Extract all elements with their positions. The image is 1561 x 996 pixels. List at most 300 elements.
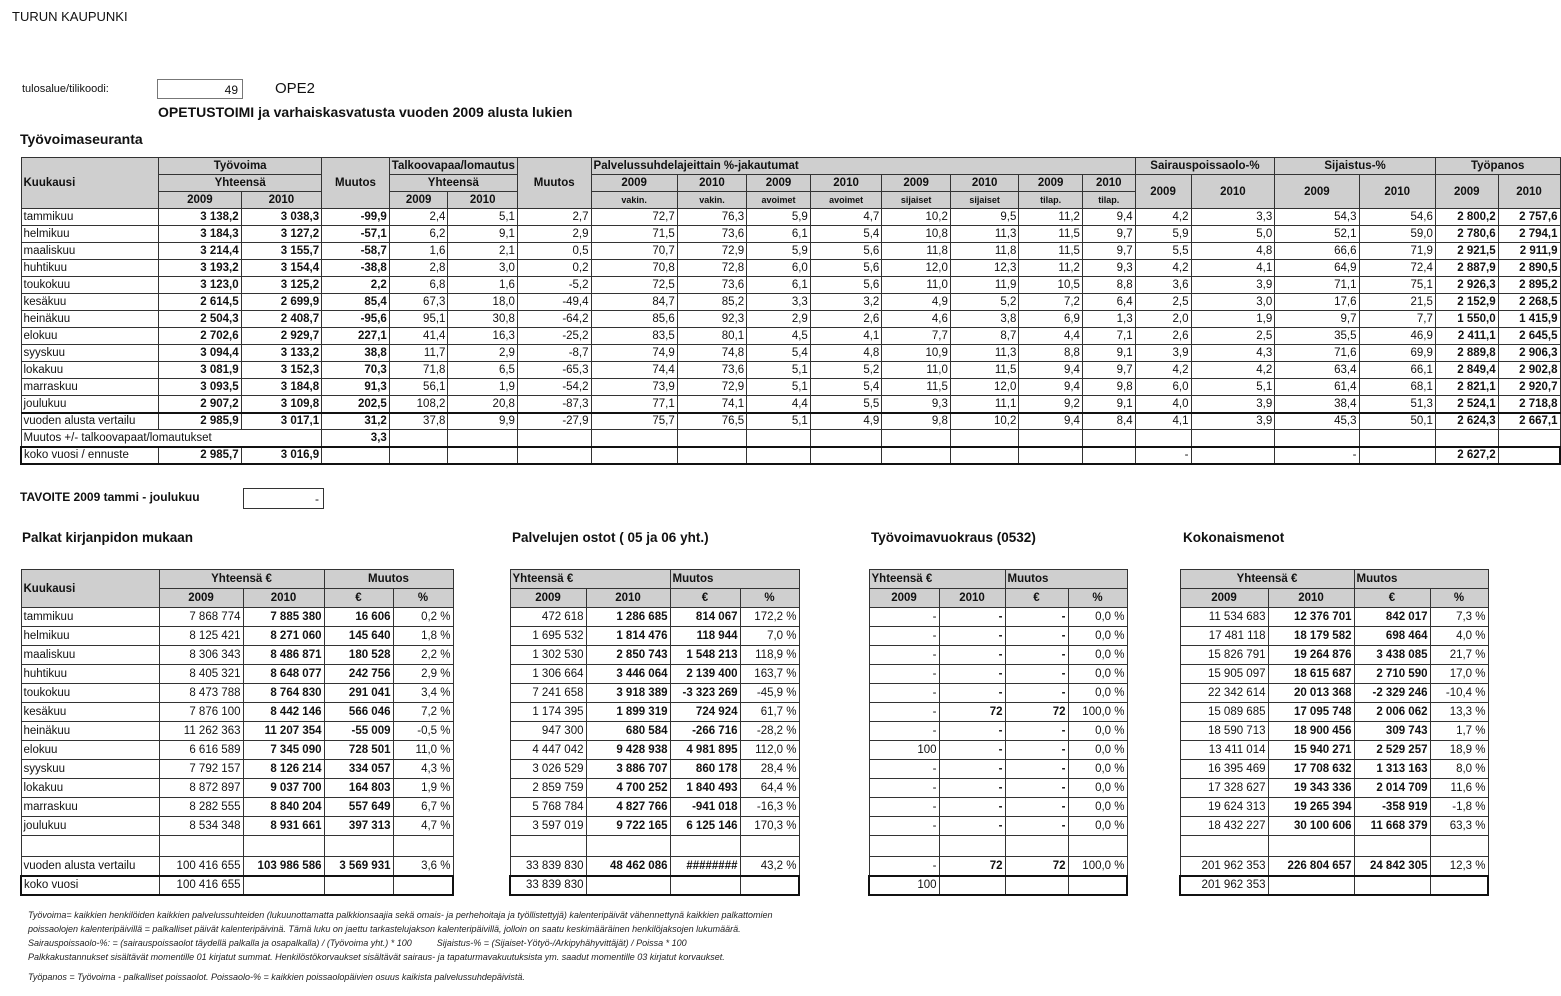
data-cell[interactable]: 2,4 bbox=[389, 209, 448, 226]
data-cell[interactable]: 2 906,3 bbox=[1498, 345, 1560, 362]
data-cell[interactable]: 17 328 627 bbox=[1180, 779, 1268, 798]
data-cell[interactable]: 72,4 bbox=[1359, 260, 1435, 277]
data-cell[interactable]: 6,0 bbox=[1135, 379, 1191, 396]
data-cell[interactable]: 9,2 bbox=[1019, 396, 1083, 413]
data-cell[interactable]: 291 041 bbox=[324, 684, 393, 703]
data-cell[interactable]: 5,2 bbox=[950, 294, 1019, 311]
data-cell[interactable]: - bbox=[939, 627, 1005, 646]
data-cell[interactable]: 172,2 % bbox=[740, 608, 799, 627]
data-cell[interactable]: 7,7 bbox=[1359, 311, 1435, 328]
koko-sijaistus[interactable]: - bbox=[1275, 447, 1359, 464]
data-cell[interactable]: 72,9 bbox=[677, 379, 746, 396]
data-cell[interactable]: 50,1 bbox=[1359, 413, 1435, 430]
data-cell[interactable]: 1,7 % bbox=[1430, 722, 1488, 741]
data-cell[interactable]: 3 127,2 bbox=[241, 226, 321, 243]
data-cell[interactable]: 4,0 % bbox=[1430, 627, 1488, 646]
data-cell[interactable]: -3 323 269 bbox=[670, 684, 740, 703]
data-cell[interactable]: 100 416 655 bbox=[159, 876, 243, 895]
data-cell[interactable]: 4,3 bbox=[1191, 345, 1275, 362]
data-cell[interactable]: 11,2 bbox=[1019, 209, 1083, 226]
data-cell[interactable]: 11 668 379 bbox=[1354, 817, 1430, 836]
data-cell[interactable]: 0,0 % bbox=[1068, 627, 1127, 646]
data-cell[interactable]: 48 462 086 bbox=[586, 857, 670, 876]
data-cell[interactable]: 2 926,3 bbox=[1435, 277, 1498, 294]
data-cell[interactable]: 2,1 bbox=[448, 243, 518, 260]
data-cell[interactable]: 2 850 743 bbox=[586, 646, 670, 665]
data-cell[interactable]: 5,4 bbox=[810, 226, 882, 243]
data-cell[interactable]: 5,6 bbox=[810, 260, 882, 277]
data-cell[interactable]: -55 009 bbox=[324, 722, 393, 741]
data-cell[interactable]: 3,3 bbox=[747, 294, 811, 311]
data-cell[interactable]: 12,0 bbox=[882, 260, 951, 277]
data-cell[interactable]: 8 872 897 bbox=[159, 779, 243, 798]
data-cell[interactable]: 56,1 bbox=[389, 379, 448, 396]
data-cell[interactable]: - bbox=[869, 857, 939, 876]
data-cell[interactable]: 1 814 476 bbox=[586, 627, 670, 646]
data-cell[interactable]: 0,2 bbox=[517, 260, 591, 277]
data-cell[interactable]: 163,7 % bbox=[740, 665, 799, 684]
data-cell[interactable]: 12,3 % bbox=[1430, 857, 1488, 876]
data-cell[interactable]: 1 548 213 bbox=[670, 646, 740, 665]
data-cell[interactable]: 100 bbox=[869, 741, 939, 760]
data-cell[interactable]: 108,2 bbox=[389, 396, 448, 413]
data-cell[interactable]: 2,5 bbox=[1135, 294, 1191, 311]
data-cell[interactable]: 2 902,8 bbox=[1498, 362, 1560, 379]
data-cell[interactable]: 0,0 % bbox=[1068, 779, 1127, 798]
data-cell[interactable]: 3,9 bbox=[1135, 345, 1191, 362]
data-cell[interactable]: 100 416 655 bbox=[159, 857, 243, 876]
data-cell[interactable]: 2 006 062 bbox=[1354, 703, 1430, 722]
data-cell[interactable]: 309 743 bbox=[1354, 722, 1430, 741]
data-cell[interactable]: 16 606 bbox=[324, 608, 393, 627]
data-cell[interactable]: 20,8 bbox=[448, 396, 518, 413]
data-cell[interactable]: 72 bbox=[939, 857, 1005, 876]
koko-2009[interactable]: 2 985,7 bbox=[159, 447, 241, 464]
data-cell[interactable]: 397 313 bbox=[324, 817, 393, 836]
data-cell[interactable]: 6,0 bbox=[747, 260, 811, 277]
data-cell[interactable]: 73,9 bbox=[591, 379, 677, 396]
data-cell[interactable]: 11,0 bbox=[882, 277, 951, 294]
data-cell[interactable]: 43,2 % bbox=[740, 857, 799, 876]
data-cell[interactable]: 11 262 363 bbox=[159, 722, 243, 741]
data-cell[interactable]: 9,4 bbox=[1019, 413, 1083, 430]
data-cell[interactable]: -25,2 bbox=[517, 328, 591, 345]
data-cell[interactable]: 85,6 bbox=[591, 311, 677, 328]
data-cell[interactable]: -65,3 bbox=[517, 362, 591, 379]
data-cell[interactable]: 64,9 bbox=[1275, 260, 1359, 277]
data-cell[interactable]: 4,2 bbox=[1191, 362, 1275, 379]
koko-sairaus[interactable]: - bbox=[1135, 447, 1191, 464]
data-cell[interactable]: 13,3 % bbox=[1430, 703, 1488, 722]
data-cell[interactable]: 3 597 019 bbox=[510, 817, 586, 836]
data-cell[interactable]: 1,6 bbox=[389, 243, 448, 260]
data-cell[interactable]: 112,0 % bbox=[740, 741, 799, 760]
data-cell[interactable]: 12 376 701 bbox=[1268, 608, 1354, 627]
data-cell[interactable]: - bbox=[869, 608, 939, 627]
data-cell[interactable]: 2 645,5 bbox=[1498, 328, 1560, 345]
data-cell[interactable]: 38,8 bbox=[322, 345, 390, 362]
data-cell[interactable]: 11,1 bbox=[950, 396, 1019, 413]
data-cell[interactable]: 16,3 bbox=[448, 328, 518, 345]
data-cell[interactable]: 11,0 % bbox=[393, 741, 453, 760]
data-cell[interactable]: 2 849,4 bbox=[1435, 362, 1498, 379]
data-cell[interactable]: -0,5 % bbox=[393, 722, 453, 741]
data-cell[interactable]: - bbox=[869, 627, 939, 646]
data-cell[interactable]: 61,4 bbox=[1275, 379, 1359, 396]
data-cell[interactable]: 6,8 bbox=[389, 277, 448, 294]
data-cell[interactable]: 145 640 bbox=[324, 627, 393, 646]
data-cell[interactable]: -27,9 bbox=[517, 413, 591, 430]
data-cell[interactable]: 76,5 bbox=[677, 413, 746, 430]
data-cell[interactable]: 11,9 bbox=[950, 277, 1019, 294]
data-cell[interactable]: 2 757,6 bbox=[1498, 209, 1560, 226]
data-cell[interactable]: 31,2 bbox=[322, 413, 390, 430]
data-cell[interactable]: 7,3 % bbox=[1430, 608, 1488, 627]
data-cell[interactable]: 2 794,1 bbox=[1498, 226, 1560, 243]
data-cell[interactable]: 0,0 % bbox=[1068, 798, 1127, 817]
data-cell[interactable]: 11,0 bbox=[882, 362, 951, 379]
data-cell[interactable]: 3 214,4 bbox=[159, 243, 241, 260]
data-cell[interactable]: 2,2 bbox=[322, 277, 390, 294]
data-cell[interactable]: 95,1 bbox=[389, 311, 448, 328]
data-cell[interactable]: 8 282 555 bbox=[159, 798, 243, 817]
data-cell[interactable]: 51,3 bbox=[1359, 396, 1435, 413]
data-cell[interactable]: 7 868 774 bbox=[159, 608, 243, 627]
data-cell[interactable]: 9 428 938 bbox=[586, 741, 670, 760]
data-cell[interactable]: -38,8 bbox=[322, 260, 390, 277]
data-cell[interactable]: 2,0 bbox=[1135, 311, 1191, 328]
data-cell[interactable]: 8 931 661 bbox=[243, 817, 324, 836]
data-cell[interactable]: 3 155,7 bbox=[241, 243, 321, 260]
data-cell[interactable]: 2 889,8 bbox=[1435, 345, 1498, 362]
data-cell[interactable]: 11,5 bbox=[882, 379, 951, 396]
data-cell[interactable]: 8 405 321 bbox=[159, 665, 243, 684]
data-cell[interactable]: - bbox=[869, 779, 939, 798]
data-cell[interactable]: 10,9 bbox=[882, 345, 951, 362]
data-cell[interactable]: 9,8 bbox=[1082, 379, 1135, 396]
data-cell[interactable]: 6,9 bbox=[1019, 311, 1083, 328]
data-cell[interactable]: 28,4 % bbox=[740, 760, 799, 779]
data-cell[interactable]: 242 756 bbox=[324, 665, 393, 684]
data-cell[interactable]: - bbox=[1005, 627, 1068, 646]
data-cell[interactable]: -95,6 bbox=[322, 311, 390, 328]
data-cell[interactable]: 4,4 bbox=[1019, 328, 1083, 345]
data-cell[interactable]: 9 722 165 bbox=[586, 817, 670, 836]
data-cell[interactable]: 0,0 % bbox=[1068, 760, 1127, 779]
data-cell[interactable]: 73,6 bbox=[677, 226, 746, 243]
data-cell[interactable]: 4,1 bbox=[1191, 260, 1275, 277]
data-cell[interactable]: 2 890,5 bbox=[1498, 260, 1560, 277]
data-cell[interactable]: 17 481 118 bbox=[1180, 627, 1268, 646]
data-cell[interactable]: -49,4 bbox=[517, 294, 591, 311]
data-cell[interactable]: 11,5 bbox=[950, 362, 1019, 379]
data-cell[interactable]: - bbox=[1005, 665, 1068, 684]
data-cell[interactable]: 11,6 % bbox=[1430, 779, 1488, 798]
data-cell[interactable]: 5,9 bbox=[1135, 226, 1191, 243]
data-cell[interactable]: 9,5 bbox=[950, 209, 1019, 226]
data-cell[interactable]: 71,6 bbox=[1275, 345, 1359, 362]
data-cell[interactable]: 76,3 bbox=[677, 209, 746, 226]
data-cell[interactable]: 3,9 bbox=[1191, 413, 1275, 430]
data-cell[interactable]: 1 286 685 bbox=[586, 608, 670, 627]
data-cell[interactable]: 71,8 bbox=[389, 362, 448, 379]
data-cell[interactable]: 75,1 bbox=[1359, 277, 1435, 294]
data-cell[interactable]: 9,1 bbox=[448, 226, 518, 243]
data-cell[interactable]: 30,8 bbox=[448, 311, 518, 328]
data-cell[interactable]: - bbox=[869, 817, 939, 836]
data-cell[interactable]: 4,2 bbox=[1135, 260, 1191, 277]
data-cell[interactable]: 2 268,5 bbox=[1498, 294, 1560, 311]
data-cell[interactable]: - bbox=[1005, 779, 1068, 798]
data-cell[interactable]: -54,2 bbox=[517, 379, 591, 396]
data-cell[interactable]: 33 839 830 bbox=[510, 876, 586, 895]
data-cell[interactable]: 170,3 % bbox=[740, 817, 799, 836]
data-cell[interactable]: 2 529 257 bbox=[1354, 741, 1430, 760]
data-cell[interactable]: 5,9 bbox=[747, 243, 811, 260]
data-cell[interactable]: 2 411,1 bbox=[1435, 328, 1498, 345]
data-cell[interactable]: 11 534 683 bbox=[1180, 608, 1268, 627]
data-cell[interactable]: 2,6 bbox=[810, 311, 882, 328]
data-cell[interactable]: 566 046 bbox=[324, 703, 393, 722]
data-cell[interactable]: 0,2 % bbox=[393, 608, 453, 627]
data-cell[interactable]: 12,0 bbox=[950, 379, 1019, 396]
data-cell[interactable]: - bbox=[1005, 608, 1068, 627]
data-cell[interactable]: 227,1 bbox=[322, 328, 390, 345]
data-cell[interactable]: 5,1 bbox=[1191, 379, 1275, 396]
data-cell[interactable]: 18 179 582 bbox=[1268, 627, 1354, 646]
data-cell[interactable]: 7,2 % bbox=[393, 703, 453, 722]
data-cell[interactable]: 21,5 bbox=[1359, 294, 1435, 311]
data-cell[interactable]: 2,9 % bbox=[393, 665, 453, 684]
data-cell[interactable]: 3 017,1 bbox=[241, 413, 321, 430]
data-cell[interactable]: 2 152,9 bbox=[1435, 294, 1498, 311]
data-cell[interactable]: 557 649 bbox=[324, 798, 393, 817]
data-cell[interactable]: 72 bbox=[939, 703, 1005, 722]
data-cell[interactable]: 11,5 bbox=[1019, 243, 1083, 260]
data-cell[interactable]: 16 395 469 bbox=[1180, 760, 1268, 779]
data-cell[interactable]: 46,9 bbox=[1359, 328, 1435, 345]
data-cell[interactable]: 8,8 bbox=[1082, 277, 1135, 294]
data-cell[interactable]: 3,3 bbox=[1191, 209, 1275, 226]
data-cell[interactable]: 4,1 bbox=[1135, 413, 1191, 430]
data-cell[interactable]: 6,5 bbox=[448, 362, 518, 379]
data-cell[interactable]: -2 329 246 bbox=[1354, 684, 1430, 703]
data-cell[interactable]: 118 944 bbox=[670, 627, 740, 646]
data-cell[interactable]: 17,0 % bbox=[1430, 665, 1488, 684]
data-cell[interactable]: 3 152,3 bbox=[241, 362, 321, 379]
data-cell[interactable]: -45,9 % bbox=[740, 684, 799, 703]
data-cell[interactable]: 1 302 530 bbox=[510, 646, 586, 665]
data-cell[interactable]: - bbox=[1005, 760, 1068, 779]
data-cell[interactable]: 3 886 707 bbox=[586, 760, 670, 779]
data-cell[interactable]: - bbox=[869, 684, 939, 703]
data-cell[interactable]: 2,5 bbox=[1191, 328, 1275, 345]
data-cell[interactable]: -58,7 bbox=[322, 243, 390, 260]
data-cell[interactable]: 8 125 421 bbox=[159, 627, 243, 646]
data-cell[interactable]: 2 985,9 bbox=[159, 413, 241, 430]
data-cell[interactable]: 54,3 bbox=[1275, 209, 1359, 226]
data-cell[interactable]: 202,5 bbox=[322, 396, 390, 413]
data-cell[interactable]: - bbox=[939, 817, 1005, 836]
data-cell[interactable]: 38,4 bbox=[1275, 396, 1359, 413]
data-cell[interactable]: 100 bbox=[869, 876, 939, 895]
data-cell[interactable]: 18,0 bbox=[448, 294, 518, 311]
data-cell[interactable]: 83,5 bbox=[591, 328, 677, 345]
data-cell[interactable]: 5,2 bbox=[810, 362, 882, 379]
data-cell[interactable]: 74,1 bbox=[677, 396, 746, 413]
data-cell[interactable]: 7 885 380 bbox=[243, 608, 324, 627]
data-cell[interactable]: 8 764 830 bbox=[243, 684, 324, 703]
data-cell[interactable]: -8,7 bbox=[517, 345, 591, 362]
data-cell[interactable]: 3 081,9 bbox=[159, 362, 241, 379]
data-cell[interactable]: 72 bbox=[1005, 857, 1068, 876]
data-cell[interactable]: 2 859 759 bbox=[510, 779, 586, 798]
data-cell[interactable]: 1,9 % bbox=[393, 779, 453, 798]
data-cell[interactable]: 11,3 bbox=[950, 345, 1019, 362]
data-cell[interactable]: 5,4 bbox=[747, 345, 811, 362]
data-cell[interactable]: 9,4 bbox=[1082, 209, 1135, 226]
data-cell[interactable]: 118,9 % bbox=[740, 646, 799, 665]
data-cell[interactable]: 18 615 687 bbox=[1268, 665, 1354, 684]
data-cell[interactable]: 3,9 bbox=[1191, 396, 1275, 413]
data-cell[interactable]: -5,2 bbox=[517, 277, 591, 294]
data-cell[interactable]: 2 667,1 bbox=[1498, 413, 1560, 430]
data-cell[interactable]: 8,8 bbox=[1019, 345, 1083, 362]
goal-value-cell[interactable]: - bbox=[243, 488, 324, 509]
data-cell[interactable]: 18 590 713 bbox=[1180, 722, 1268, 741]
data-cell[interactable]: 33 839 830 bbox=[510, 857, 586, 876]
data-cell[interactable]: 2 614,5 bbox=[159, 294, 241, 311]
data-cell[interactable]: - bbox=[869, 703, 939, 722]
data-cell[interactable]: 37,8 bbox=[389, 413, 448, 430]
data-cell[interactable]: 11,2 bbox=[1019, 260, 1083, 277]
data-cell[interactable]: 3,9 bbox=[1191, 277, 1275, 294]
data-cell[interactable]: -10,4 % bbox=[1430, 684, 1488, 703]
data-cell[interactable]: 4,2 bbox=[1135, 362, 1191, 379]
data-cell[interactable]: 2 710 590 bbox=[1354, 665, 1430, 684]
data-cell[interactable]: 2 921,5 bbox=[1435, 243, 1498, 260]
data-cell[interactable]: 3 133,2 bbox=[241, 345, 321, 362]
data-cell[interactable]: 9,7 bbox=[1082, 226, 1135, 243]
data-cell[interactable]: -87,3 bbox=[517, 396, 591, 413]
data-cell[interactable]: 9,1 bbox=[1082, 345, 1135, 362]
data-cell[interactable]: 2 014 709 bbox=[1354, 779, 1430, 798]
data-cell[interactable]: 1 313 163 bbox=[1354, 760, 1430, 779]
data-cell[interactable]: - bbox=[939, 646, 1005, 665]
data-cell[interactable]: 18 432 227 bbox=[1180, 817, 1268, 836]
data-cell[interactable]: 3,2 bbox=[810, 294, 882, 311]
data-cell[interactable]: 10,8 bbox=[882, 226, 951, 243]
data-cell[interactable]: -266 716 bbox=[670, 722, 740, 741]
data-cell[interactable]: 5,1 bbox=[747, 379, 811, 396]
data-cell[interactable]: 20 013 368 bbox=[1268, 684, 1354, 703]
data-cell[interactable]: 7,0 % bbox=[740, 627, 799, 646]
data-cell[interactable]: 8 473 788 bbox=[159, 684, 243, 703]
data-cell[interactable]: 4,8 bbox=[1191, 243, 1275, 260]
data-cell[interactable]: 2 800,2 bbox=[1435, 209, 1498, 226]
data-cell[interactable]: 19 265 394 bbox=[1268, 798, 1354, 817]
data-cell[interactable]: 8 271 060 bbox=[243, 627, 324, 646]
data-cell[interactable]: 2,9 bbox=[747, 311, 811, 328]
data-cell[interactable]: 70,8 bbox=[591, 260, 677, 277]
data-cell[interactable]: 2 718,8 bbox=[1498, 396, 1560, 413]
data-cell[interactable]: 54,6 bbox=[1359, 209, 1435, 226]
data-cell[interactable]: 3 109,8 bbox=[241, 396, 321, 413]
data-cell[interactable]: 5,1 bbox=[448, 209, 518, 226]
data-cell[interactable]: 1 174 395 bbox=[510, 703, 586, 722]
data-cell[interactable]: 74,8 bbox=[677, 345, 746, 362]
data-cell[interactable]: 2 821,1 bbox=[1435, 379, 1498, 396]
data-cell[interactable]: - bbox=[1005, 798, 1068, 817]
data-cell[interactable]: 2 624,3 bbox=[1435, 413, 1498, 430]
data-cell[interactable]: 21,7 % bbox=[1430, 646, 1488, 665]
data-cell[interactable]: 1,3 bbox=[1082, 311, 1135, 328]
data-cell[interactable]: 8,4 bbox=[1082, 413, 1135, 430]
data-cell[interactable]: 3 438 085 bbox=[1354, 646, 1430, 665]
data-cell[interactable]: 72,5 bbox=[591, 277, 677, 294]
data-cell[interactable]: 30 100 606 bbox=[1268, 817, 1354, 836]
data-cell[interactable]: 11,7 bbox=[389, 345, 448, 362]
data-cell[interactable]: 1 306 664 bbox=[510, 665, 586, 684]
data-cell[interactable]: 3 184,8 bbox=[241, 379, 321, 396]
data-cell[interactable]: 66,6 bbox=[1275, 243, 1359, 260]
data-cell[interactable]: 7,1 bbox=[1082, 328, 1135, 345]
data-cell[interactable]: - bbox=[869, 760, 939, 779]
data-cell[interactable]: 9,9 bbox=[448, 413, 518, 430]
data-cell[interactable]: 8 840 204 bbox=[243, 798, 324, 817]
data-cell[interactable]: 201 962 353 bbox=[1180, 857, 1268, 876]
data-cell[interactable]: 4,9 bbox=[882, 294, 951, 311]
data-cell[interactable]: - bbox=[939, 608, 1005, 627]
data-cell[interactable]: 63,4 bbox=[1275, 362, 1359, 379]
data-cell[interactable]: - bbox=[939, 684, 1005, 703]
data-cell[interactable]: 0,0 % bbox=[1068, 665, 1127, 684]
data-cell[interactable]: 1 695 532 bbox=[510, 627, 586, 646]
data-cell[interactable]: - bbox=[869, 646, 939, 665]
data-cell[interactable]: 11 207 354 bbox=[243, 722, 324, 741]
data-cell[interactable]: 45,3 bbox=[1275, 413, 1359, 430]
data-cell[interactable]: 3 446 064 bbox=[586, 665, 670, 684]
data-cell[interactable]: 4,1 bbox=[810, 328, 882, 345]
data-cell[interactable]: 3,8 bbox=[950, 311, 1019, 328]
data-cell[interactable]: -57,1 bbox=[322, 226, 390, 243]
data-cell[interactable]: 59,0 bbox=[1359, 226, 1435, 243]
data-cell[interactable]: 9 037 700 bbox=[243, 779, 324, 798]
data-cell[interactable]: 15 089 685 bbox=[1180, 703, 1268, 722]
data-cell[interactable]: 2 504,3 bbox=[159, 311, 241, 328]
data-cell[interactable]: 5,9 bbox=[747, 209, 811, 226]
data-cell[interactable]: - bbox=[1005, 684, 1068, 703]
data-cell[interactable]: 8 534 348 bbox=[159, 817, 243, 836]
data-cell[interactable]: 22 342 614 bbox=[1180, 684, 1268, 703]
data-cell[interactable]: - bbox=[939, 779, 1005, 798]
data-cell[interactable]: 5,6 bbox=[810, 243, 882, 260]
data-cell[interactable]: 2 699,9 bbox=[241, 294, 321, 311]
data-cell[interactable]: 0,0 % bbox=[1068, 608, 1127, 627]
data-cell[interactable]: 9,3 bbox=[882, 396, 951, 413]
data-cell[interactable]: 8 306 343 bbox=[159, 646, 243, 665]
data-cell[interactable]: 9,7 bbox=[1082, 243, 1135, 260]
data-cell[interactable]: 6,1 bbox=[747, 277, 811, 294]
data-cell[interactable]: 11,3 bbox=[950, 226, 1019, 243]
data-cell[interactable]: 8,0 % bbox=[1430, 760, 1488, 779]
data-cell[interactable]: 10,5 bbox=[1019, 277, 1083, 294]
data-cell[interactable]: 35,5 bbox=[1275, 328, 1359, 345]
data-cell[interactable]: 3 569 931 bbox=[324, 857, 393, 876]
data-cell[interactable]: 72,7 bbox=[591, 209, 677, 226]
data-cell[interactable]: 4 827 766 bbox=[586, 798, 670, 817]
data-cell[interactable]: 3 138,2 bbox=[159, 209, 241, 226]
